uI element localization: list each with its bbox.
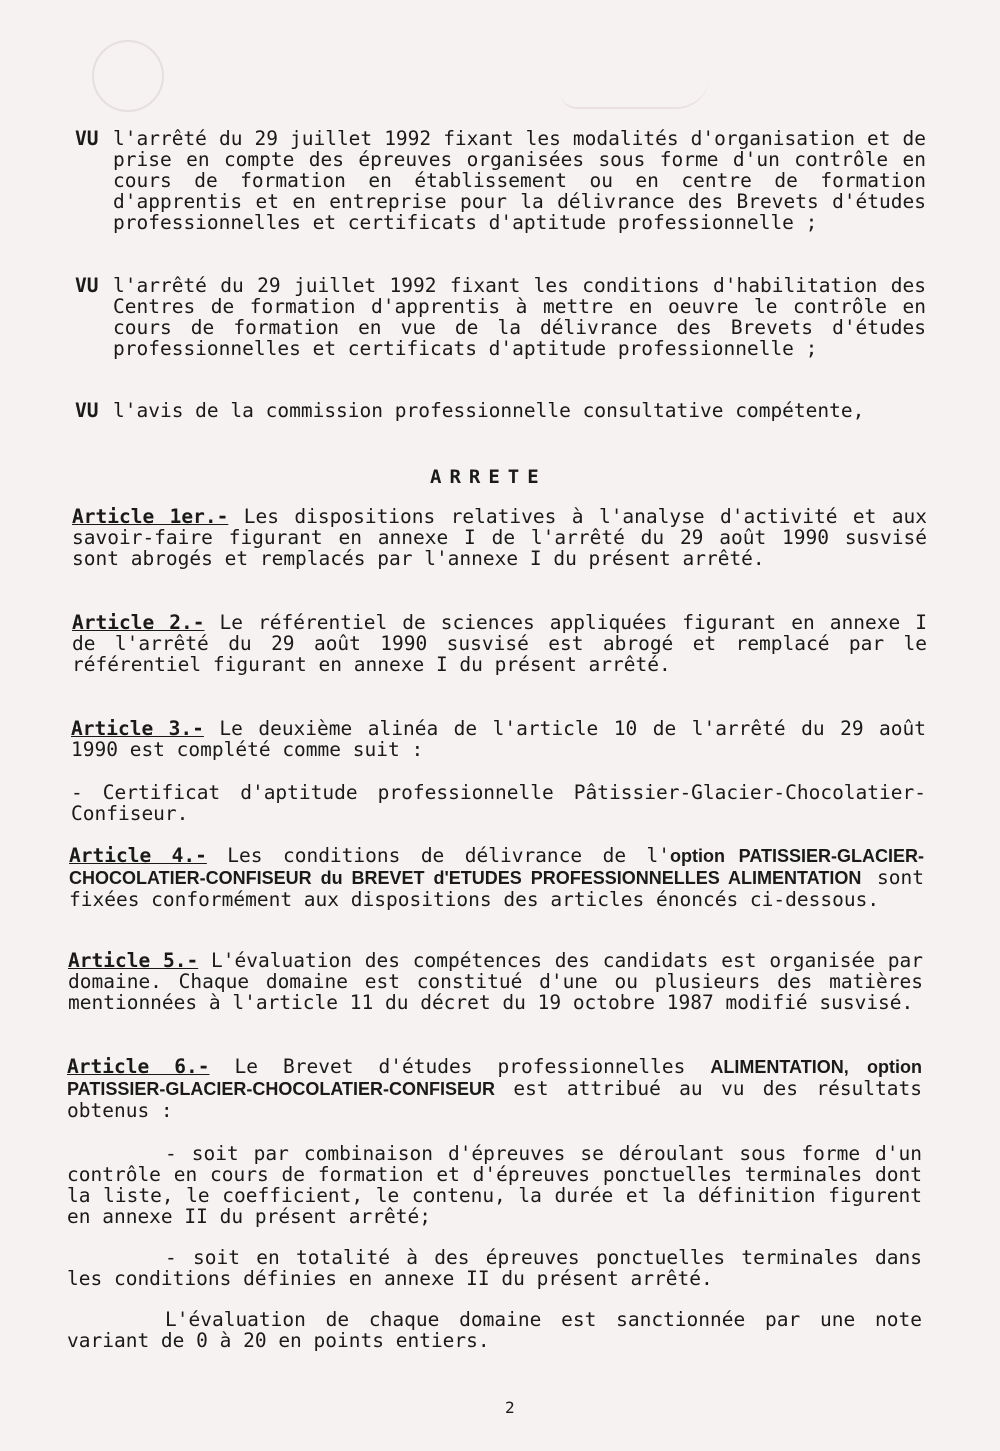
article-text: Le Brevet d'études professionnelles — [209, 1055, 711, 1078]
article-2 — [72, 612, 927, 675]
vu-paragraph-3 — [75, 400, 926, 421]
article-bold-text: option PATISSIER-GLACIER-CHOCOLATIER-CONFISEUR du BREVET d'ETUDES PROFESSIONNELLES ALIMENTATION — [69, 846, 925, 888]
page-number: 2 — [505, 1398, 515, 1417]
article-text: est attribué au vu des résultats obtenus : — [67, 1077, 922, 1122]
stamp-mark — [92, 40, 164, 112]
article-text: L'évaluation des compétences des candidats est organisée par domaine. Chaque domaine est constitué d'une ou plusieurs des matières mentionnées à l'article 11 du décret du 19 octobre 1987 modifié susvisé. — [68, 949, 924, 1014]
vu-text: l'arrêté du 29 juillet 1992 fixant les conditions d'habilitation des Centres de formation d'apprentis à mettre en oeuvre le contrôle en cours de formation en vue de la délivrance des Brevets d'études professionnelles et certificats d'aptitude professionnelle ; — [113, 274, 926, 360]
article-5 — [68, 950, 923, 1013]
article-item: - soit en totalité à des épreuves ponctuelles terminales dans les conditions définies en annexe II du présent arrêté. — [67, 1246, 922, 1290]
article-text: Les conditions de délivrance de l' — [206, 844, 670, 867]
article-text: Le deuxième alinéa de l'article 10 de l'arrêté du 29 août 1990 est complété comme suit : — [71, 717, 927, 761]
article-final-paragraph: L'évaluation de chaque domaine est sanctionnée par une note variant de 0 à 20 en points entiers. — [67, 1308, 922, 1352]
vu-paragraph-1 — [75, 128, 926, 233]
signature-mark — [560, 75, 710, 109]
vu-text: l'arrêté du 29 juillet 1992 fixant les modalités d'organisation et de prise en compte des épreuves organisées sous forme d'un contrôle en cours de formation en établissement ou en centre de formation d'apprentis et en entreprise pour la délivrance des Brevets d'études professionnelles et certificats d'aptitude professionnelle ; — [113, 127, 926, 234]
article-item: - soit par combinaison d'épreuves se déroulant sous forme d'un contrôle en cours de formation et d'épreuves ponctuelles terminales dont la liste, le coefficient, le contenu, la durée et la définition figurent en annexe II du présent arrêté; — [67, 1142, 922, 1228]
article-label: Article 4.- — [69, 844, 207, 867]
article-4 — [69, 845, 924, 910]
article-label: Article 6.- — [67, 1055, 210, 1078]
vu-text: l'avis de la commission professionnelle consultative compétente, — [113, 399, 865, 422]
article-label: Article 5.- — [68, 949, 199, 972]
article-1 — [72, 506, 927, 569]
article-label: Article 3.- — [71, 717, 204, 740]
article-text: sont fixées conformément aux dispositions des articles énoncés ci-dessous. — [69, 866, 925, 911]
article-text: Le référentiel de sciences appliquées figurant en annexe I de l'arrêté du 29 août 1990 susvisé est abrogé et remplacé par le référentiel figurant en annexe I du présent arrêté. — [72, 611, 927, 676]
vu-label: VU — [75, 274, 99, 297]
article-item: - Certificat d'aptitude professionnelle Pâtissier-Glacier-Chocolatier-Confiseur. — [71, 781, 926, 825]
article-label: Article 1er.- — [72, 505, 229, 528]
article-label: Article 2.- — [72, 611, 205, 634]
decree-title: ARRETE — [430, 466, 547, 488]
article-text: Les dispositions relatives à l'analyse d'activité et aux savoir-faire figurant en annexe I de l'arrêté du 29 août 1990 susvisé sont abrogés et remplacés par l'annexe I du présent arrêté. — [72, 505, 927, 570]
vu-label: VU — [75, 399, 99, 422]
article-6 — [67, 1056, 922, 1351]
article-bold-text: ALIMENTATION, option PATISSIER-GLACIER-CHOCOLATIER-CONFISEUR — [67, 1057, 922, 1099]
article-3 — [71, 718, 926, 824]
vu-label: VU — [75, 127, 99, 150]
vu-paragraph-2 — [75, 275, 926, 359]
